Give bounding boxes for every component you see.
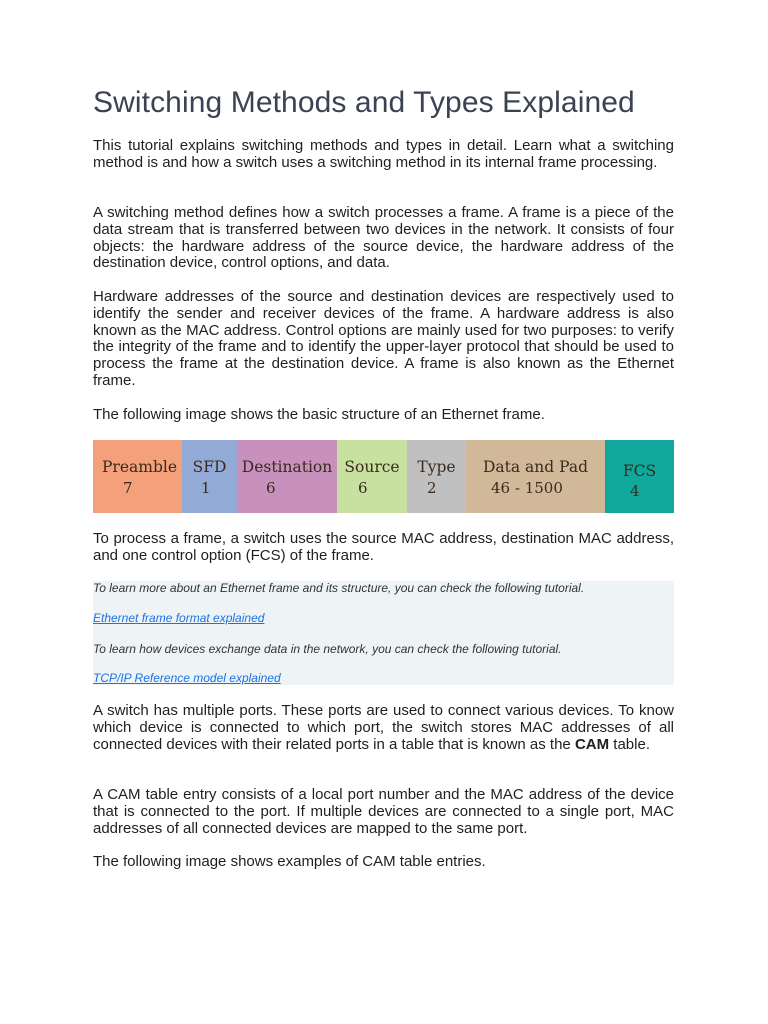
intro-paragraph: This tutorial explains switching methods and types in detail. Learn what a switching method is and how a switch uses a switching method in its internal frame processing.: [93, 137, 674, 171]
ethernet-frame-format-link[interactable]: Ethernet frame format explained: [93, 611, 265, 625]
frame-field-type: [407, 440, 466, 513]
field-name: Destination: [241, 458, 333, 476]
field-size: 6: [266, 479, 276, 497]
related-tutorials-box: [93, 581, 674, 685]
field-size: 7: [123, 479, 133, 497]
frame-field-sfd: [182, 440, 237, 513]
frame-structure-caption: The following image shows the basic structure of an Ethernet frame.: [93, 406, 545, 423]
ethernet-frame-diagram: [93, 440, 674, 513]
field-size: 4: [630, 482, 640, 500]
field-name: FCS: [622, 462, 657, 480]
field-size: 46 - 1500: [491, 479, 563, 497]
field-size: 2: [427, 479, 437, 497]
frame-processing-paragraph: To process a frame, a switch uses the source MAC address, destination MAC address, and one control option (FCS) of the frame.: [93, 530, 674, 564]
field-size: 1: [201, 479, 211, 497]
note-tcpip: To learn how devices exchange data in the network, you can check the following tutorial.: [93, 642, 562, 656]
page-title: Switching Methods and Types Explained: [93, 86, 635, 119]
cam-bold-term: CAM: [574, 735, 610, 753]
cam-intro-text: A switch has multiple ports. These ports are used to connect various devices. To know which device is connected to which port, the switch stores MAC addresses of all connected devices with their related ports in a table that is known as the: [93, 702, 674, 753]
frame-field-preamble: [93, 440, 182, 513]
note-ethernet-frame: To learn more about an Ethernet frame and its structure, you can check the following tutorial.: [93, 581, 585, 595]
field-name: SFD: [192, 458, 227, 476]
frame-field-fcs: [605, 440, 674, 513]
field-size: 6: [358, 479, 368, 497]
tcpip-reference-model-link[interactable]: TCP/IP Reference model explained: [93, 671, 281, 685]
switching-method-paragraph: A switching method defines how a switch processes a frame. A frame is a piece of the data stream that is transferred between two devices in the network. It consists of four objects: the hardware address of the source device, the hardware address of the destination device, control options, and data.: [93, 204, 674, 272]
field-name: Preamble: [102, 458, 178, 476]
cam-table-suffix: table.: [609, 735, 650, 753]
frame-field-data-and-pad: [466, 440, 605, 513]
field-name: Type: [417, 458, 456, 476]
field-name: Data and Pad: [482, 458, 589, 476]
frame-field-source: [337, 440, 407, 513]
frame-field-destination: [237, 440, 337, 513]
field-name: Source: [344, 458, 400, 476]
cam-examples-caption: The following image shows examples of CAM table entries.: [93, 853, 486, 870]
cam-entry-paragraph: A CAM table entry consists of a local port number and the MAC address of the device that is connected to the port. If multiple devices are connected to a single port, MAC addresses of all connected devices are mapped to the same port.: [93, 786, 674, 837]
hardware-address-paragraph: Hardware addresses of the source and destination devices are respectively used to identify the sender and receiver devices of the frame. A hardware address is also known as the MAC address. Control options are mainly used for two purposes: to verify the integrity of the frame and to identify the upper-layer protocol that should be used to process the frame at the destination device. A frame is also known as the Ethernet frame.: [93, 288, 674, 389]
cam-table-paragraph: [93, 703, 674, 753]
